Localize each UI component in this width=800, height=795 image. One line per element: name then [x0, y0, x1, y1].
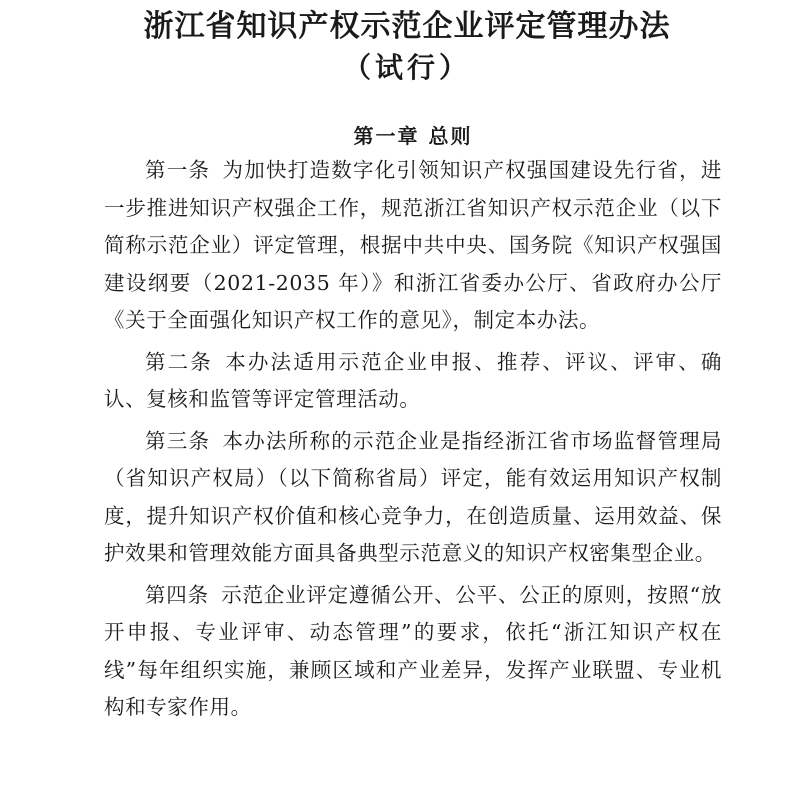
article-text: 为加快打造数字化引领知识产权强国建设先行省，进一步推进知识产权强企工作，规范浙江省知识产权示范企业（以下简称示范企业）评定管理，根据中共中央、国务院《知识产权强国建设纲要（2021-2035 年）》和浙江省委办公厅、省政府办公厅《关于全面强化知识产权工作的意见》，制定本办法。 — [104, 158, 722, 332]
document-subtitle: （试行） — [342, 51, 471, 84]
article-2 — [104, 344, 722, 419]
article-number: 第三条 — [145, 428, 211, 453]
article-4 — [104, 577, 722, 727]
article-number: 第四条 — [145, 582, 209, 607]
document-title: 浙江省知识产权示范企业评定管理办法 — [143, 9, 671, 44]
article-text: 本办法适用示范企业申报、推荐、评议、评审、确认、复核和监管等评定管理活动。 — [104, 349, 722, 411]
chapter-title: 第一章 总则 — [353, 124, 473, 148]
article-number: 第二条 — [145, 349, 213, 374]
article-number: 第一条 — [145, 158, 211, 182]
article-text: 本办法所称的示范企业是指经浙江省市场监督管理局（省知识产权局）（以下简称省局）评定，能有效运用知识产权制度，提升知识产权价值和核心竞争力，在创造质量、运用效益、保护效果和管理效能方面具备典型示范意义的知识产权密集型企业。 — [104, 428, 722, 565]
article-1 — [104, 152, 722, 340]
article-text: 示范企业评定遵循公开、公平、公正的原则，按照“放开申报、专业评审、动态管理”的要求，依托“浙江知识产权在线”每年组织实施，兼顾区域和产业差异，发挥产业联盟、专业机构和专家作用。 — [104, 582, 722, 719]
article-3 — [104, 423, 722, 573]
